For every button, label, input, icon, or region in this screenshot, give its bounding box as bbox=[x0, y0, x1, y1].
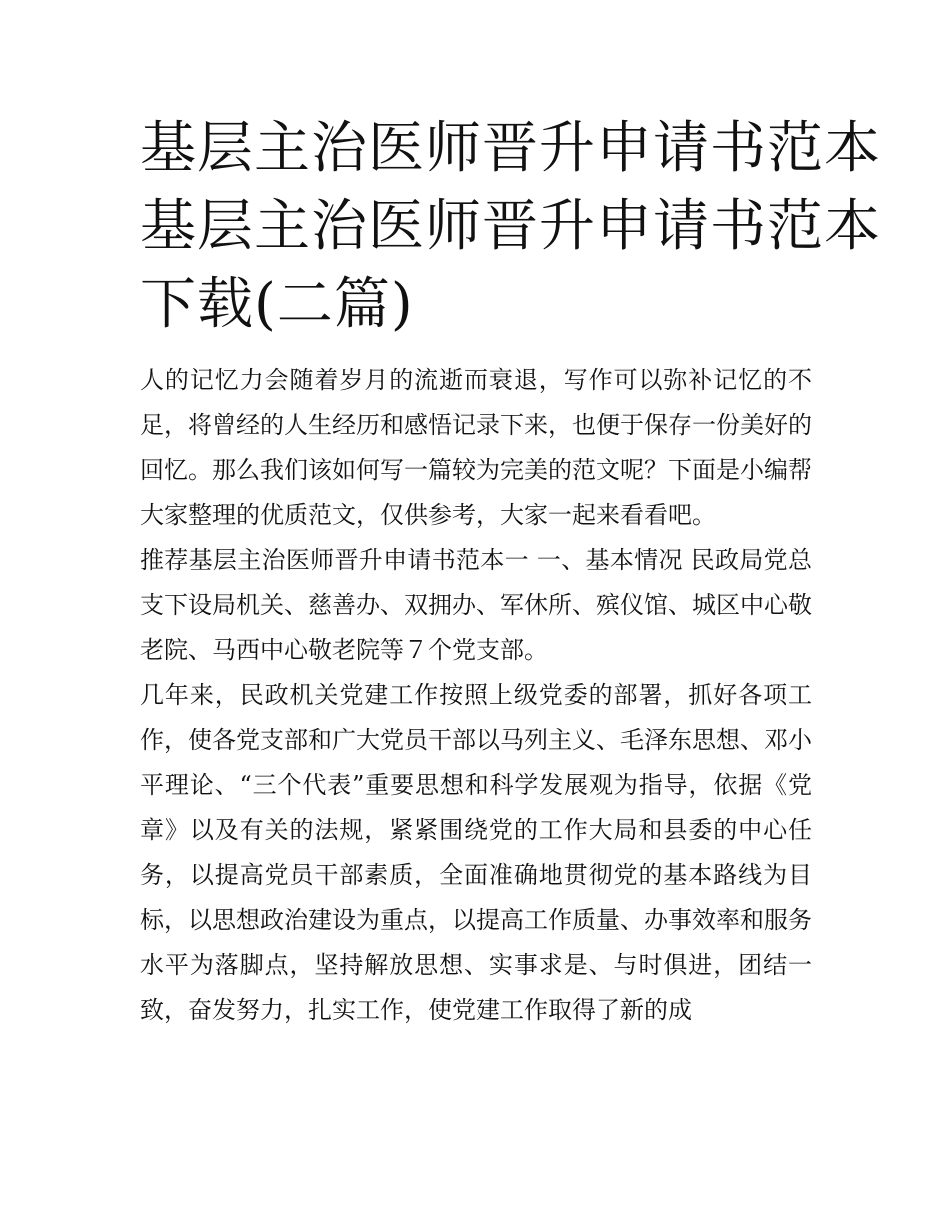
intro-paragraph: 人的记忆力会随着岁月的流逝而衰退，写作可以弥补记忆的不足，将曾经的人生经历和感悟记录下来，也便于保存一份美好的回忆。那么我们该如何写一篇较为完美的范文呢？下面是小编帮大家整理的优质范文，仅供参考，大家一起来看看吧。 bbox=[140, 366, 812, 529]
document-title bbox=[140, 110, 881, 344]
party-work-paragraph: 几年来，民政机关党建工作按照上级党委的部署，抓好各项工作，使各党支部和广大党员干部以马列主义、毛泽东思想、邓小平理论、“三个代表”重要思想和科学发展观为指导，依据《党章》以及有关的法规，紧紧围绕党的工作大局和县委的中心任务，以提高党员干部素质，全面准确地贯彻党的基本路线为目标，以思想政治建设为重点，以提高工作质量、办事效率和服务水平为落脚点，坚持解放思想、实事求是、与时俱进，团结一致，奋发努力，扎实工作，使党建工作取得了新的成 bbox=[140, 681, 812, 1024]
basic-info-paragraph: 推荐基层主治医师晋升申请书范本一 一、基本情况 民政局党总支下设局机关、慈善办、双拥办、军休所、殡仪馆、城区中心敬老院、马西中心敬老院等７个党支部。 bbox=[140, 546, 812, 664]
title-line-3: 下载(二篇) bbox=[140, 272, 414, 337]
document-body bbox=[140, 358, 812, 1033]
title-line-2: 基层主治医师晋升申请书范本 bbox=[140, 194, 881, 259]
title-line-1: 基层主治医师晋升申请书范本 bbox=[140, 116, 881, 181]
